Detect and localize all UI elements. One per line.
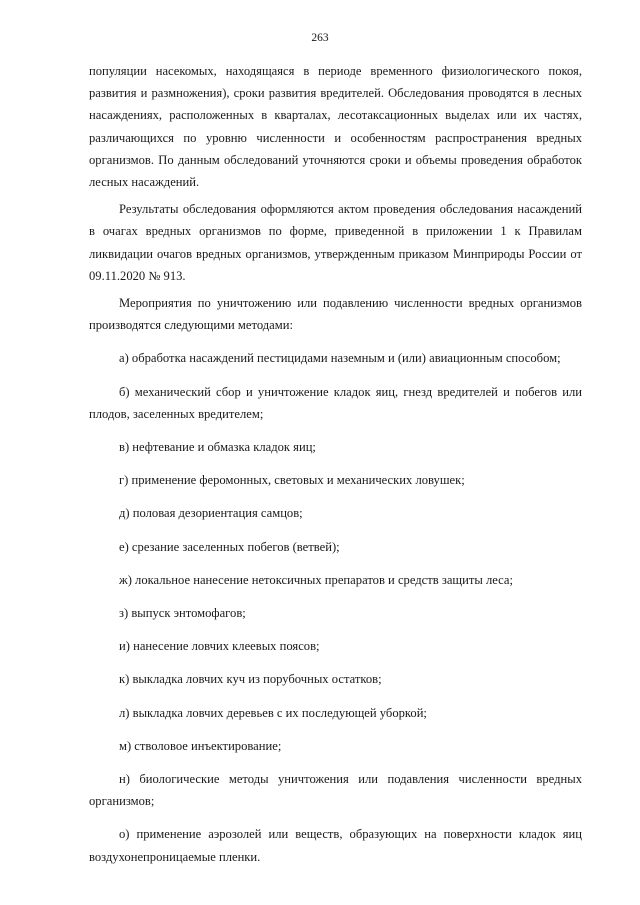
- method-item-l: л) выкладка ловчих деревьев с их последующей уборкой;: [119, 705, 427, 720]
- method-item-n: н) биологические методы уничтожения или подавления численности вредных организмов;: [89, 772, 582, 809]
- method-item-k: к) выкладка ловчих куч из порубочных остатков;: [119, 672, 382, 687]
- method-item-zh: ж) локальное нанесение нетоксичных препаратов и средств защиты леса;: [119, 572, 513, 587]
- method-item-z: з) выпуск энтомофагов;: [119, 606, 246, 621]
- method-item-m: м) стволовое инъектирование;: [119, 738, 282, 753]
- paragraph-survey-results: Результаты обследования оформляются актом проведения обследования насаждений в очагах вредных организмов по форме, приведенной в приложении 1 к Правилам ликвидации очагов вредных организмов, утвержденным приказом Минприроды России от 09.11.2020 № 913.: [89, 202, 582, 283]
- paragraph-survey-continuation: популяции насекомых, находящаяся в периоде временного физиологического покоя, развития и размножения), сроки развития вредителей. Обследования проводятся в лесных насаждениях, расположенных в кварталах, лесотаксационных выделах или их частях, различающихся по уровню численности и особенностям распространения вредных организмов. По данным обследований уточняются сроки и объемы проведения обработок лесных насаждений.: [89, 64, 582, 190]
- method-item-e: е) срезание заселенных побегов (ветвей);: [119, 539, 340, 554]
- method-item-a: а) обработка насаждений пестицидами наземным и (или) авиационным способом;: [119, 351, 561, 366]
- paragraph-methods-intro: Мероприятия по уничтожению или подавлению численности вредных организмов производятся следующими методами:: [89, 296, 582, 333]
- document-body: [89, 60, 582, 868]
- method-item-v: в) нефтевание и обмазка кладок яиц;: [119, 440, 316, 455]
- method-item-i: и) нанесение ловчих клеевых поясов;: [119, 639, 320, 654]
- method-item-d: д) половая дезориентация самцов;: [119, 506, 303, 521]
- methods-list: [89, 347, 582, 867]
- method-item-o: о) применение аэрозолей или веществ, образующих на поверхности кладок яиц воздухонепроницаемые пленки.: [89, 827, 582, 864]
- method-item-g: г) применение феромонных, световых и механических ловушек;: [119, 473, 465, 488]
- method-item-b: б) механический сбор и уничтожение кладок яиц, гнезд вредителей и побегов или плодов, заселенных вредителем;: [89, 384, 582, 421]
- page-number: 263: [311, 32, 329, 44]
